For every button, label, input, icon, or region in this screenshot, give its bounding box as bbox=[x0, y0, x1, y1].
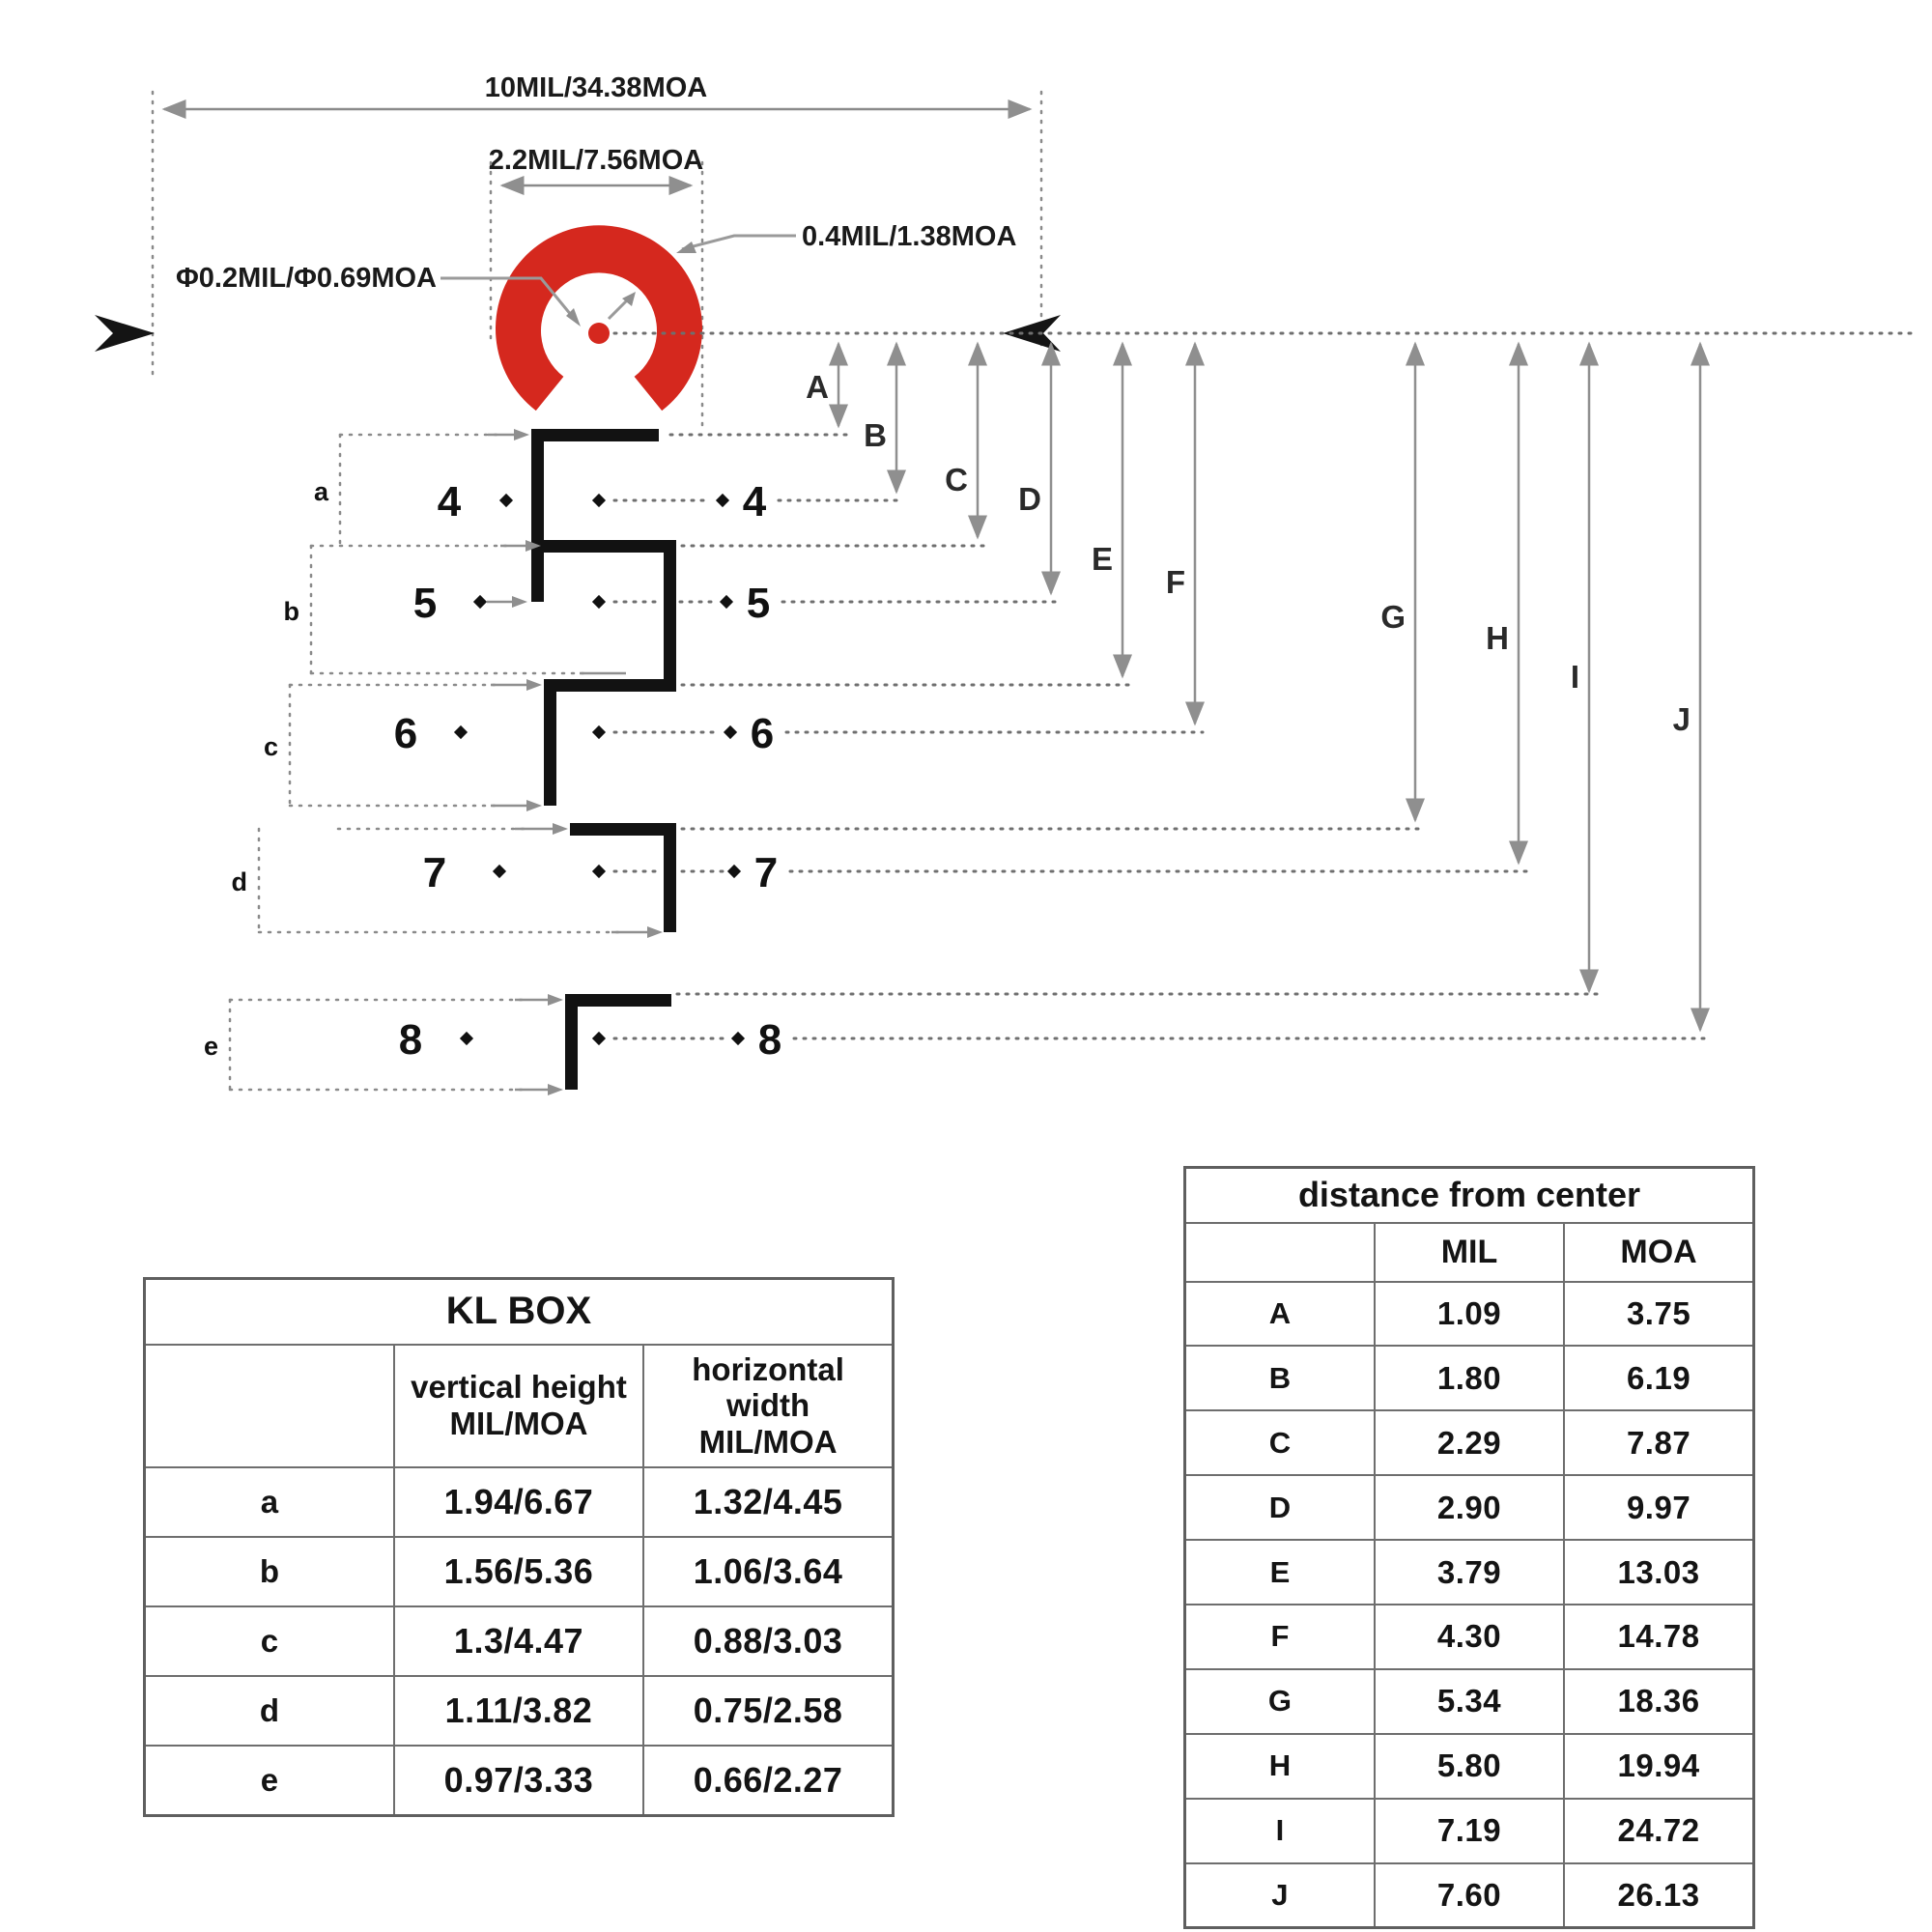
measure-label-H: H bbox=[1486, 620, 1509, 656]
kl-row-label: d bbox=[145, 1676, 394, 1746]
kl-horizontal-value: 1.32/4.45 bbox=[643, 1467, 893, 1537]
vertical-header-line2: MIL/MOA bbox=[449, 1406, 588, 1442]
table-row bbox=[145, 1537, 894, 1606]
moa-value: 24.72 bbox=[1564, 1799, 1753, 1863]
table-row bbox=[145, 1606, 894, 1676]
row5-right-number: 5 bbox=[746, 580, 771, 627]
table-row bbox=[145, 1676, 894, 1746]
mil-value: 5.80 bbox=[1375, 1734, 1564, 1799]
table-row bbox=[1185, 1410, 1754, 1475]
kl-row-label: a bbox=[145, 1467, 394, 1537]
kl-vertical-value: 1.56/5.36 bbox=[394, 1537, 643, 1606]
ring-thickness-leader-arrow-icon bbox=[676, 242, 696, 253]
center-dot bbox=[588, 323, 610, 344]
mil-value: 1.80 bbox=[1375, 1346, 1564, 1410]
distance-row-label: A bbox=[1185, 1282, 1375, 1347]
center-dot-dimension-label: Φ0.2MIL/Φ0.69MOA bbox=[175, 263, 437, 294]
distance-row-label: B bbox=[1185, 1346, 1375, 1410]
table-row bbox=[1185, 1669, 1754, 1734]
horizontal-header-line2: MIL/MOA bbox=[698, 1424, 838, 1461]
kl-vertical-value: 1.94/6.67 bbox=[394, 1467, 643, 1537]
kl-box-table bbox=[143, 1277, 895, 1810]
field-edge-arrow-right-icon bbox=[95, 315, 155, 352]
moa-value: 18.36 bbox=[1564, 1669, 1753, 1734]
bracket-label-e: e bbox=[203, 1032, 218, 1061]
kl-row-label: b bbox=[145, 1537, 394, 1606]
moa-value: 3.75 bbox=[1564, 1282, 1753, 1347]
moa-value: 14.78 bbox=[1564, 1605, 1753, 1669]
kl-row-label: e bbox=[145, 1746, 394, 1815]
mil-value: 1.09 bbox=[1375, 1282, 1564, 1347]
kl-vertical-value: 1.3/4.47 bbox=[394, 1606, 643, 1676]
row7-left-number: 7 bbox=[422, 849, 447, 896]
row7-right-number: 7 bbox=[753, 849, 779, 896]
distance-from-center-table bbox=[1183, 1166, 1755, 1929]
row8-left-number: 8 bbox=[398, 1016, 423, 1064]
kl-row-label: c bbox=[145, 1606, 394, 1676]
kl-horizontal-value: 0.75/2.58 bbox=[643, 1676, 893, 1746]
distance-row-label: D bbox=[1185, 1475, 1375, 1540]
measure-label-F: F bbox=[1165, 564, 1185, 600]
reticle-steps bbox=[531, 429, 676, 1090]
measure-label-I: I bbox=[1570, 659, 1579, 695]
table-row bbox=[1185, 1346, 1754, 1410]
moa-value: 19.94 bbox=[1564, 1734, 1753, 1799]
kl-horizontal-value: 1.06/3.64 bbox=[643, 1537, 893, 1606]
moa-value: 26.13 bbox=[1564, 1863, 1753, 1928]
row6-left-number: 6 bbox=[393, 710, 418, 757]
horseshoe-reticle bbox=[496, 225, 702, 411]
mil-value: 2.29 bbox=[1375, 1410, 1564, 1475]
distance-measure-arrows bbox=[806, 344, 1700, 1030]
distance-row-label: E bbox=[1185, 1540, 1375, 1605]
bracket-label-b: b bbox=[283, 597, 299, 626]
row4-left-number: 4 bbox=[437, 478, 462, 526]
ring-thickness-dimension-label: 0.4MIL/1.38MOA bbox=[802, 221, 1017, 252]
table-row bbox=[1185, 1605, 1754, 1669]
kl-box-title: KL BOX bbox=[145, 1279, 894, 1345]
distance-row-label: F bbox=[1185, 1605, 1375, 1669]
distance-table-corner-cell bbox=[1185, 1223, 1375, 1282]
kl-vertical-value: 0.97/3.33 bbox=[394, 1746, 643, 1815]
moa-column-header: MOA bbox=[1564, 1223, 1753, 1282]
horizontal-header-line1: horizontal width bbox=[692, 1350, 844, 1424]
kl-box-vertical-header bbox=[394, 1345, 643, 1468]
measure-label-C: C bbox=[945, 462, 968, 497]
row4-right-number: 4 bbox=[742, 478, 767, 526]
measure-label-D: D bbox=[1018, 481, 1041, 517]
measure-label-B: B bbox=[864, 417, 887, 453]
mil-column-header: MIL bbox=[1375, 1223, 1564, 1282]
mil-value: 3.79 bbox=[1375, 1540, 1564, 1605]
table-row bbox=[1185, 1282, 1754, 1347]
distance-row-label: H bbox=[1185, 1734, 1375, 1799]
distance-row-label: C bbox=[1185, 1410, 1375, 1475]
table-row bbox=[1185, 1863, 1754, 1928]
distance-row-label: G bbox=[1185, 1669, 1375, 1734]
kl-box-brackets bbox=[204, 435, 340, 1090]
table-row bbox=[1185, 1475, 1754, 1540]
distance-table-title: distance from center bbox=[1185, 1168, 1754, 1223]
mil-value: 2.90 bbox=[1375, 1475, 1564, 1540]
table-row bbox=[145, 1746, 894, 1815]
bracket-label-d: d bbox=[231, 867, 247, 896]
mil-value: 7.19 bbox=[1375, 1799, 1564, 1863]
row5-left-number: 5 bbox=[412, 580, 438, 627]
distance-row-label: I bbox=[1185, 1799, 1375, 1863]
table-row bbox=[145, 1467, 894, 1537]
bracket-label-a: a bbox=[313, 477, 328, 506]
kl-horizontal-value: 0.66/2.27 bbox=[643, 1746, 893, 1815]
mil-value: 4.30 bbox=[1375, 1605, 1564, 1669]
kl-vertical-value: 1.11/3.82 bbox=[394, 1676, 643, 1746]
row8-right-number: 8 bbox=[757, 1016, 782, 1064]
vertical-header-line1: vertical height bbox=[411, 1369, 627, 1406]
overall-width-dimension-label: 10MIL/34.38MOA bbox=[484, 72, 708, 103]
kl-box-corner-cell bbox=[145, 1345, 394, 1468]
moa-value: 6.19 bbox=[1564, 1346, 1753, 1410]
measure-label-J: J bbox=[1672, 701, 1690, 737]
row6-right-number: 6 bbox=[750, 710, 775, 757]
mil-value: 5.34 bbox=[1375, 1669, 1564, 1734]
measure-label-G: G bbox=[1380, 599, 1406, 635]
distance-row-label: J bbox=[1185, 1863, 1375, 1928]
horseshoe-width-dimension-label: 2.2MIL/7.56MOA bbox=[488, 145, 704, 176]
moa-value: 13.03 bbox=[1564, 1540, 1753, 1605]
table-row bbox=[1185, 1540, 1754, 1605]
mil-value: 7.60 bbox=[1375, 1863, 1564, 1928]
kl-horizontal-value: 0.88/3.03 bbox=[643, 1606, 893, 1676]
table-row bbox=[1185, 1799, 1754, 1863]
kl-box-horizontal-header bbox=[643, 1345, 893, 1468]
moa-value: 9.97 bbox=[1564, 1475, 1753, 1540]
measure-label-A: A bbox=[806, 369, 829, 405]
bracket-label-c: c bbox=[263, 732, 278, 761]
table-row bbox=[1185, 1734, 1754, 1799]
moa-value: 7.87 bbox=[1564, 1410, 1753, 1475]
measure-label-E: E bbox=[1091, 541, 1113, 577]
